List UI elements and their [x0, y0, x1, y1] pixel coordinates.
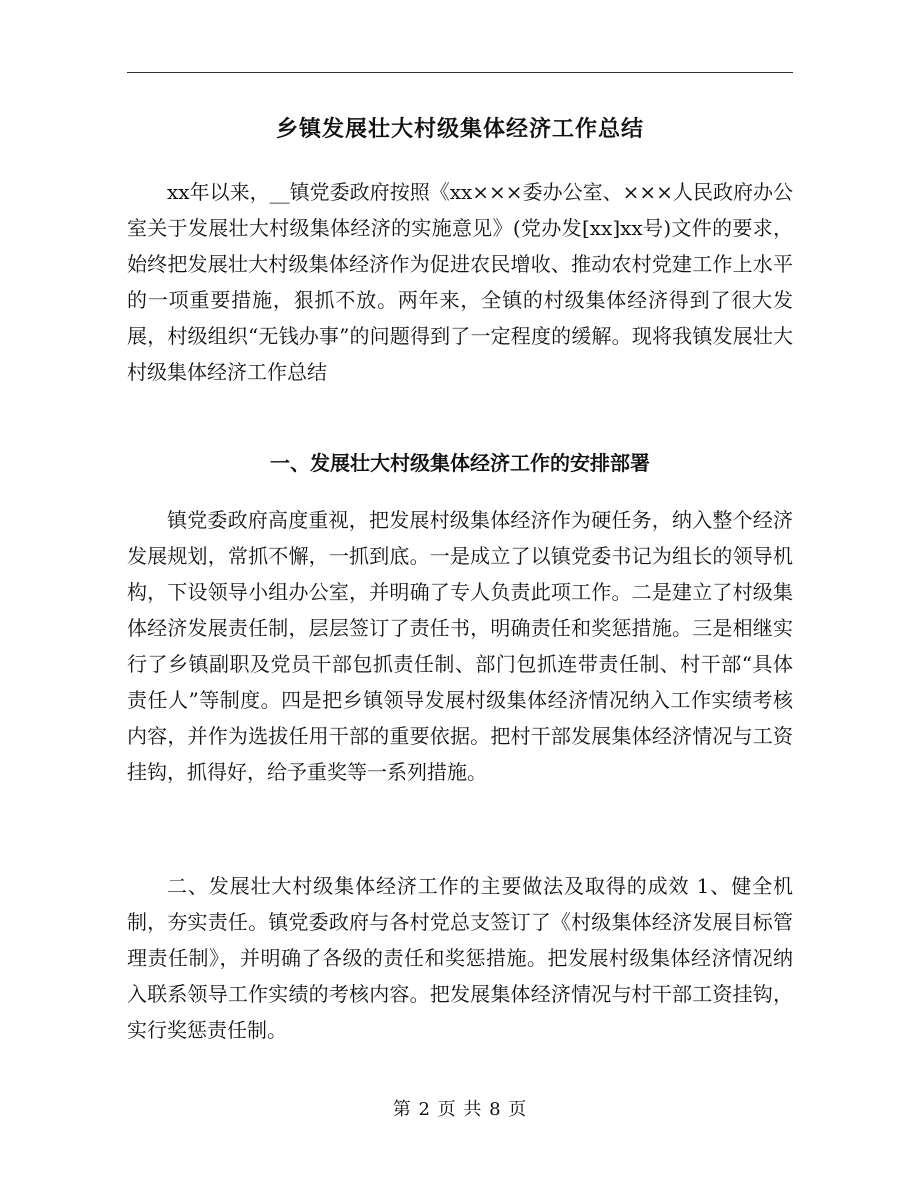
page-number: 第 2 页 共 8 页 [392, 1099, 528, 1120]
header-rule [127, 72, 793, 73]
document-title: 乡镇发展壮大村级集体经济工作总结 [275, 116, 644, 142]
paragraph-arrangement: 镇党委政府高度重视，把发展村级集体经济作为硬任务，纳入整个经济发展规划，常抓不懈，一抓到底。一是成立了以镇党委书记为组长的领导机构，下设领导小组办公室，并明确了专人负责此项工作。二是建立了村级集体经济发展责任制，层层签订了责任书，明确责任和奖惩措施。三是相继实行了乡镇副职及党员干部包抓责任制、部门包抓连带责任制、村干部“具体责任人”等制度。四是把乡镇领导发展村级集体经济情况纳入工作实绩考核内容，并作为选拔任用干部的重要依据。把村干部发展集体经济情况与工资挂钩，抓得好，给予重奖等一系列措施。 [127, 508, 793, 784]
paragraph-measures: 二、发展壮大村级集体经济工作的主要做法及取得的成效 1、健全机制，夯实责任。镇党委政府与各村党总支签订了《村级集体经济发展目标管理责任制》，并明确了各级的责任和奖惩措施。把发展村级集体经济情况纳入联系领导工作实绩的考核内容。把发展集体经济情况与村干部工资挂钩，实行奖惩责任制。 [127, 874, 793, 1042]
section-heading-1: 一、发展壮大村级集体经济工作的安排部署 [270, 451, 650, 475]
paragraph-intro: xx年以来，__镇党委政府按照《xx×××委办公室、×××人民政府办公室关于发展壮大村级集体经济的实施意见》(党办发[xx]xx号)文件的要求，始终把发展壮大村级集体经济作为促进农民增收、推动农村党建工作上水平的一项重要措施，狠抓不放。两年来，全镇的村级集体经济得到了很大发展，村级组织“无钱办事”的问题得到了一定程度的缓解。现将我镇发展壮大村级集体经济工作总结 [127, 180, 793, 384]
